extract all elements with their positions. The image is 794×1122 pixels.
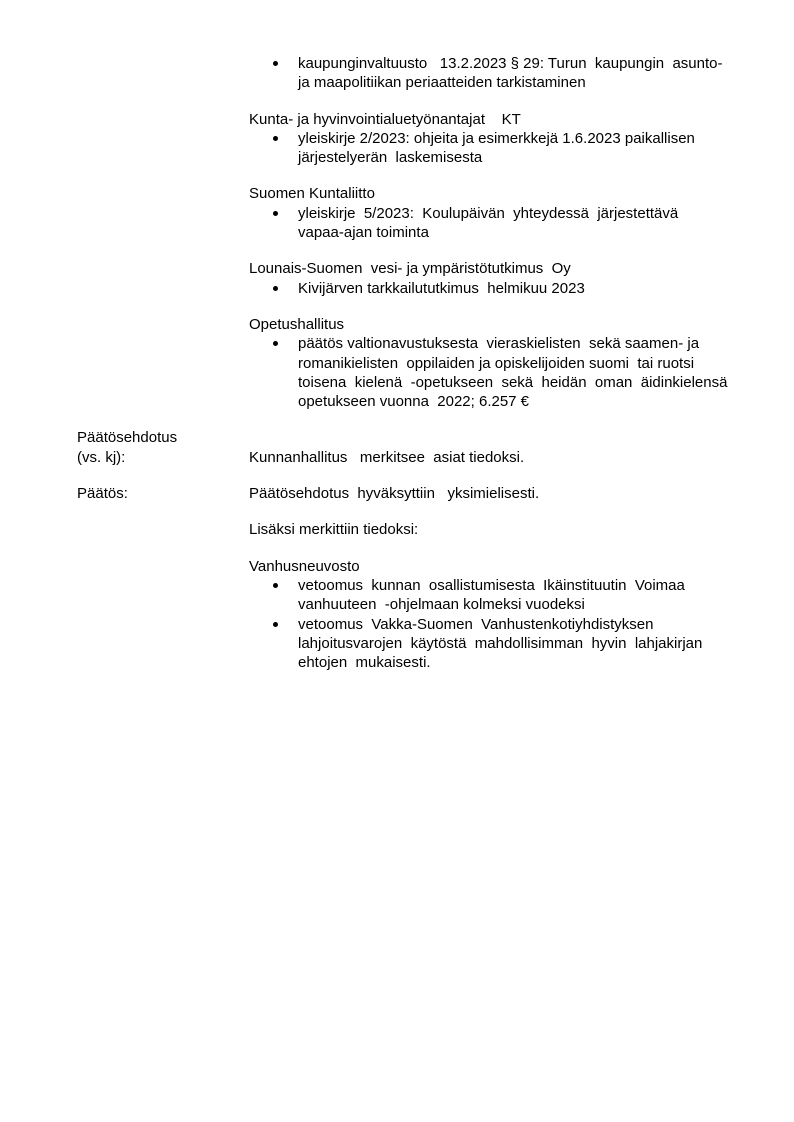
text-line: Päätösehdotus	[77, 429, 178, 447]
section-kt	[249, 110, 736, 168]
section-heading: Opetushallitus	[249, 315, 345, 333]
section-additional-note	[249, 520, 736, 539]
bullet-icon	[273, 136, 278, 141]
bullet-icon	[273, 622, 278, 627]
section-heading: Kunta- ja hyvinvointialuetyönantajat KT	[249, 110, 521, 128]
additional-note-text: Lisäksi merkittiin tiedoksi:	[249, 521, 419, 539]
list-item	[249, 334, 736, 411]
list-item-text	[298, 615, 736, 673]
bullet-icon	[273, 341, 278, 346]
text-line: Kivijärven tarkkailututkimus helmikuu 2023	[298, 279, 585, 297]
section-intro	[249, 54, 736, 93]
list-item	[249, 615, 736, 673]
section-decision-proposal	[77, 428, 736, 467]
intro-bullet-list	[249, 54, 736, 93]
text-line: toisena kielenä -opetukseen sekä heidän oman äidinkielensä	[298, 373, 728, 391]
section-decision	[77, 484, 736, 503]
bullet-icon	[273, 286, 278, 291]
text-line: ehtojen mukaisesti.	[298, 654, 431, 672]
section-heading: Lounais-Suomen vesi- ja ympäristötutkimus Oy	[249, 260, 571, 278]
bullet-icon	[273, 61, 278, 66]
bullet-icon	[273, 211, 278, 216]
kuntaliitto-bullet-list	[249, 204, 736, 243]
text-line: vapaa-ajan toiminta	[298, 224, 429, 242]
text-line: järjestelyerän laskemisesta	[298, 149, 483, 167]
list-item-text	[298, 54, 736, 93]
lounais-bullet-list	[249, 279, 736, 298]
text-line: vanhuuteen -ohjelmaan kolmeksi vuodeksi	[298, 596, 585, 614]
text-line: ja maapolitiikan periaatteiden tarkistaminen	[298, 74, 586, 92]
list-item-text	[298, 279, 736, 298]
opetushallitus-bullet-list	[249, 334, 736, 411]
text-line: vetoomus kunnan osallistumisesta Ikäinstituutin Voimaa	[298, 576, 685, 594]
text-line: romanikielisten oppilaiden ja opiskelijoiden suomi tai ruotsi	[298, 354, 695, 372]
text-line: yleiskirje 2/2023: ohjeita ja esimerkkejä 1.6.2023 paikallisen	[298, 129, 695, 147]
text-line: vetoomus Vakka-Suomen Vanhustenkotiyhdistyksen	[298, 615, 654, 633]
kt-bullet-list	[249, 129, 736, 168]
text-line: lahjoitusvarojen käytöstä mahdollisimman hyvin lahjakirjan	[298, 634, 703, 652]
text-line: (vs. kj):	[77, 448, 126, 466]
vanhusneuvosto-bullet-list	[249, 576, 736, 672]
section-vanhusneuvosto	[249, 557, 736, 673]
section-kuntaliitto	[249, 184, 736, 242]
list-item	[249, 129, 736, 168]
text-line: kaupunginvaltuusto 13.2.2023 § 29: Turun kaupungin asunto-	[298, 55, 723, 72]
text-line: yleiskirje 5/2023: Koulupäivän yhteydessä järjestettävä	[298, 204, 679, 222]
list-item-text	[298, 204, 736, 243]
list-item	[249, 54, 736, 93]
list-item-text	[298, 129, 736, 168]
bullet-icon	[273, 583, 278, 588]
list-item-text	[298, 334, 736, 411]
decision-proposal-label	[77, 428, 249, 467]
section-opetushallitus	[249, 315, 736, 411]
section-heading: Suomen Kuntaliitto	[249, 185, 375, 203]
list-item	[249, 279, 736, 298]
list-item-text	[298, 576, 736, 615]
decision-label: Päätös:	[77, 485, 128, 503]
decision-text: Päätösehdotus hyväksyttiin yksimielisesti.	[249, 485, 540, 503]
text-line: päätös valtionavustuksesta vieraskielisten sekä saamen- ja	[298, 335, 700, 353]
list-item	[249, 204, 736, 243]
section-heading: Vanhusneuvosto	[249, 557, 360, 575]
section-lounais	[249, 259, 736, 298]
text-line: opetukseen vuonna 2022; 6.257 €	[298, 393, 530, 411]
list-item	[249, 576, 736, 615]
decision-proposal-text: Kunnanhallitus merkitsee asiat tiedoksi.	[249, 448, 525, 466]
